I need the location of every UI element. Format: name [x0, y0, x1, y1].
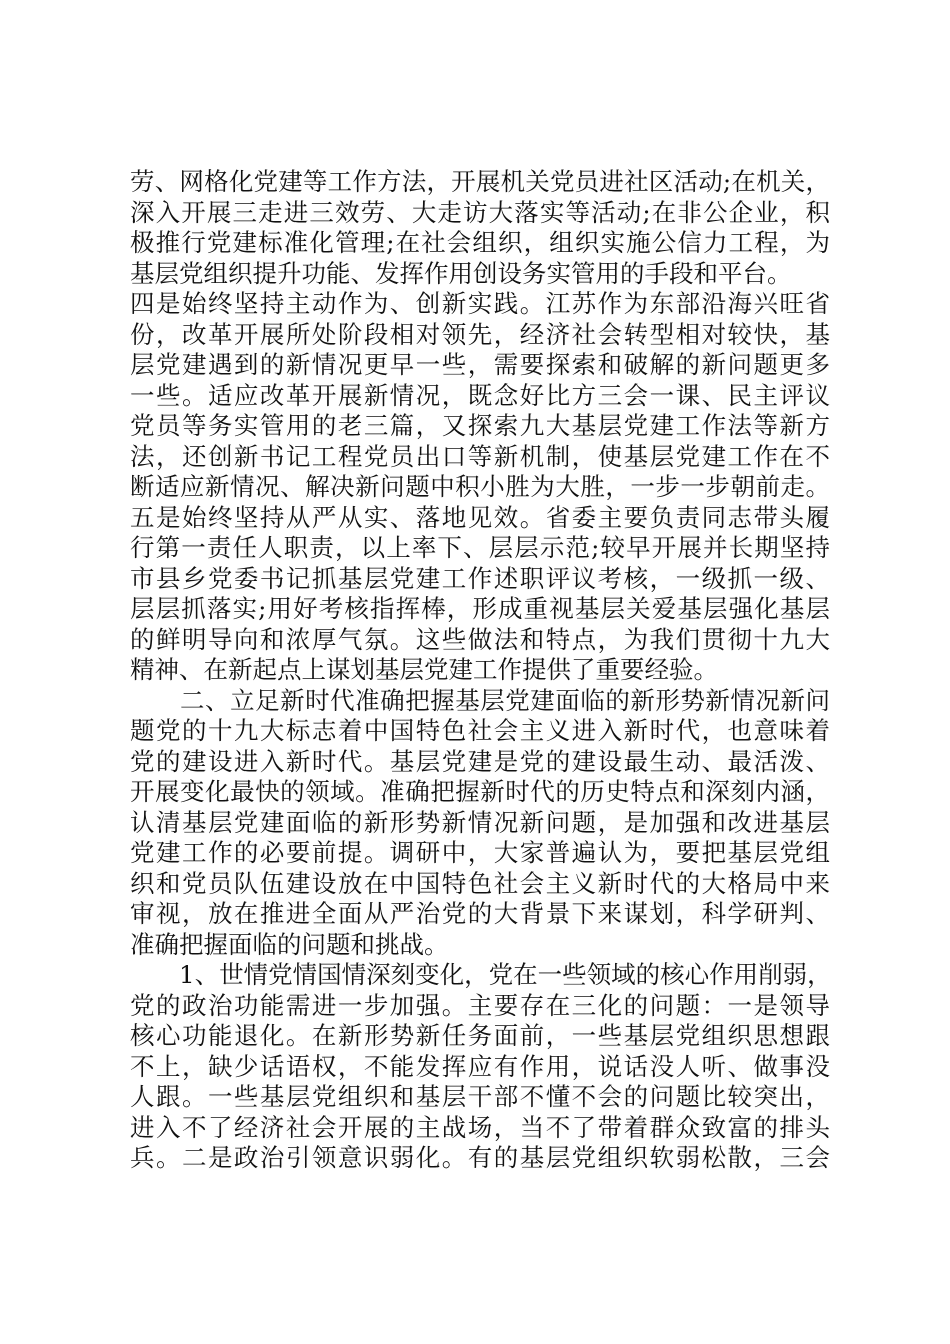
text-line: 题党的十九大标志着中国特色社会主义进入新时代，也意味着 — [130, 716, 830, 745]
text-line: 兵。二是政治引领意识弱化。有的基层党组织软弱松散，三会 — [130, 1143, 830, 1172]
text-line: 劳、网格化党建等工作方法，开展机关党员进社区活动;在机关， — [130, 167, 830, 196]
text-line: 的鲜明导向和浓厚气氛。这些做法和特点，为我们贯彻十九大 — [130, 624, 830, 654]
text-line: 不上，缺少话语权，不能发挥应有作用，说话没人听、做事没 — [130, 1051, 830, 1081]
text-line: 极推行党建标准化管理;在社会组织，组织实施公信力工程，为 — [130, 228, 830, 257]
text-line: 四是始终坚持主动作为、创新实践。江苏作为东部沿海兴旺省 — [130, 289, 830, 318]
text-line: 断适应新情况、解决新问题中积小胜为大胜，一步一步朝前走。 — [130, 472, 830, 501]
text-line: 层层抓落实;用好考核指挥棒，形成重视基层关爱基层强化基层 — [130, 594, 830, 623]
text-line: 认清基层党建面临的新形势新情况新问题，是加强和改进基层 — [130, 807, 830, 837]
text-line: 深入开展三走进三效劳、大走访大落实等活动;在非公企业，积 — [130, 197, 830, 227]
text-line: 准确把握面临的问题和挑战。 — [130, 929, 449, 959]
body-text — [130, 167, 830, 1174]
text-line: 人跟。一些基层党组织和基层干部不懂不会的问题比较突出， — [130, 1082, 830, 1111]
text-line: 精神、在新起点上谋划基层党建工作提供了重要经验。 — [130, 655, 718, 684]
text-line: 党员等务实管用的老三篇，又探索九大基层党建工作法等新方 — [130, 411, 830, 440]
text-line: 一些。适应改革开展新情况，既念好比方三会一课、民主评议 — [130, 380, 830, 410]
text-line: 党的政治功能需进一步加强。主要存在三化的问题：一是领导 — [130, 990, 830, 1020]
text-line: 基层党组织提升功能、发挥作用创设务实管用的手段和平台。 — [130, 258, 792, 288]
text-line: 份，改革开展所处阶段相对领先，经济社会转型相对较快，基 — [130, 319, 830, 349]
paragraph-heading-line: 1、世情党情国情深刻变化，党在一些领域的核心作用削弱， — [130, 960, 832, 989]
text-line: 市县乡党委书记抓基层党建工作述职评议考核，一级抓一级、 — [130, 563, 830, 593]
text-line: 进入不了经济社会开展的主战场，当不了带着群众致富的排头 — [130, 1112, 830, 1142]
text-line: 开展变化最快的领域。准确把握新时代的历史特点和深刻内涵， — [130, 777, 830, 806]
text-line: 五是始终坚持从严从实、落地见效。省委主要负责同志带头履 — [130, 502, 830, 532]
text-line: 党的建设进入新时代。基层党建是党的建设最生动、最活泼、 — [130, 746, 830, 776]
text-line: 织和党员队伍建设放在中国特色社会主义新时代的大格局中来 — [130, 868, 830, 898]
text-line: 法，还创新书记工程党员出口等新机制，使基层党建工作在不 — [130, 441, 830, 471]
text-line: 审视，放在推进全面从严治党的大背景下来谋划，科学研判、 — [130, 899, 830, 928]
text-line: 党建工作的必要前提。调研中，大家普遍认为，要把基层党组 — [130, 838, 830, 867]
text-line: 行第一责任人职责，以上率下、层层示范;较早开展并长期坚持 — [130, 533, 830, 562]
text-line: 层党建遇到的新情况更早一些，需要探索和破解的新问题更多 — [130, 350, 830, 379]
paragraph-heading-line: 二、立足新时代准确把握基层党建面临的新形势新情况新问 — [130, 685, 830, 715]
text-line: 核心功能退化。在新形势新任务面前，一些基层党组织思想跟 — [130, 1021, 830, 1050]
